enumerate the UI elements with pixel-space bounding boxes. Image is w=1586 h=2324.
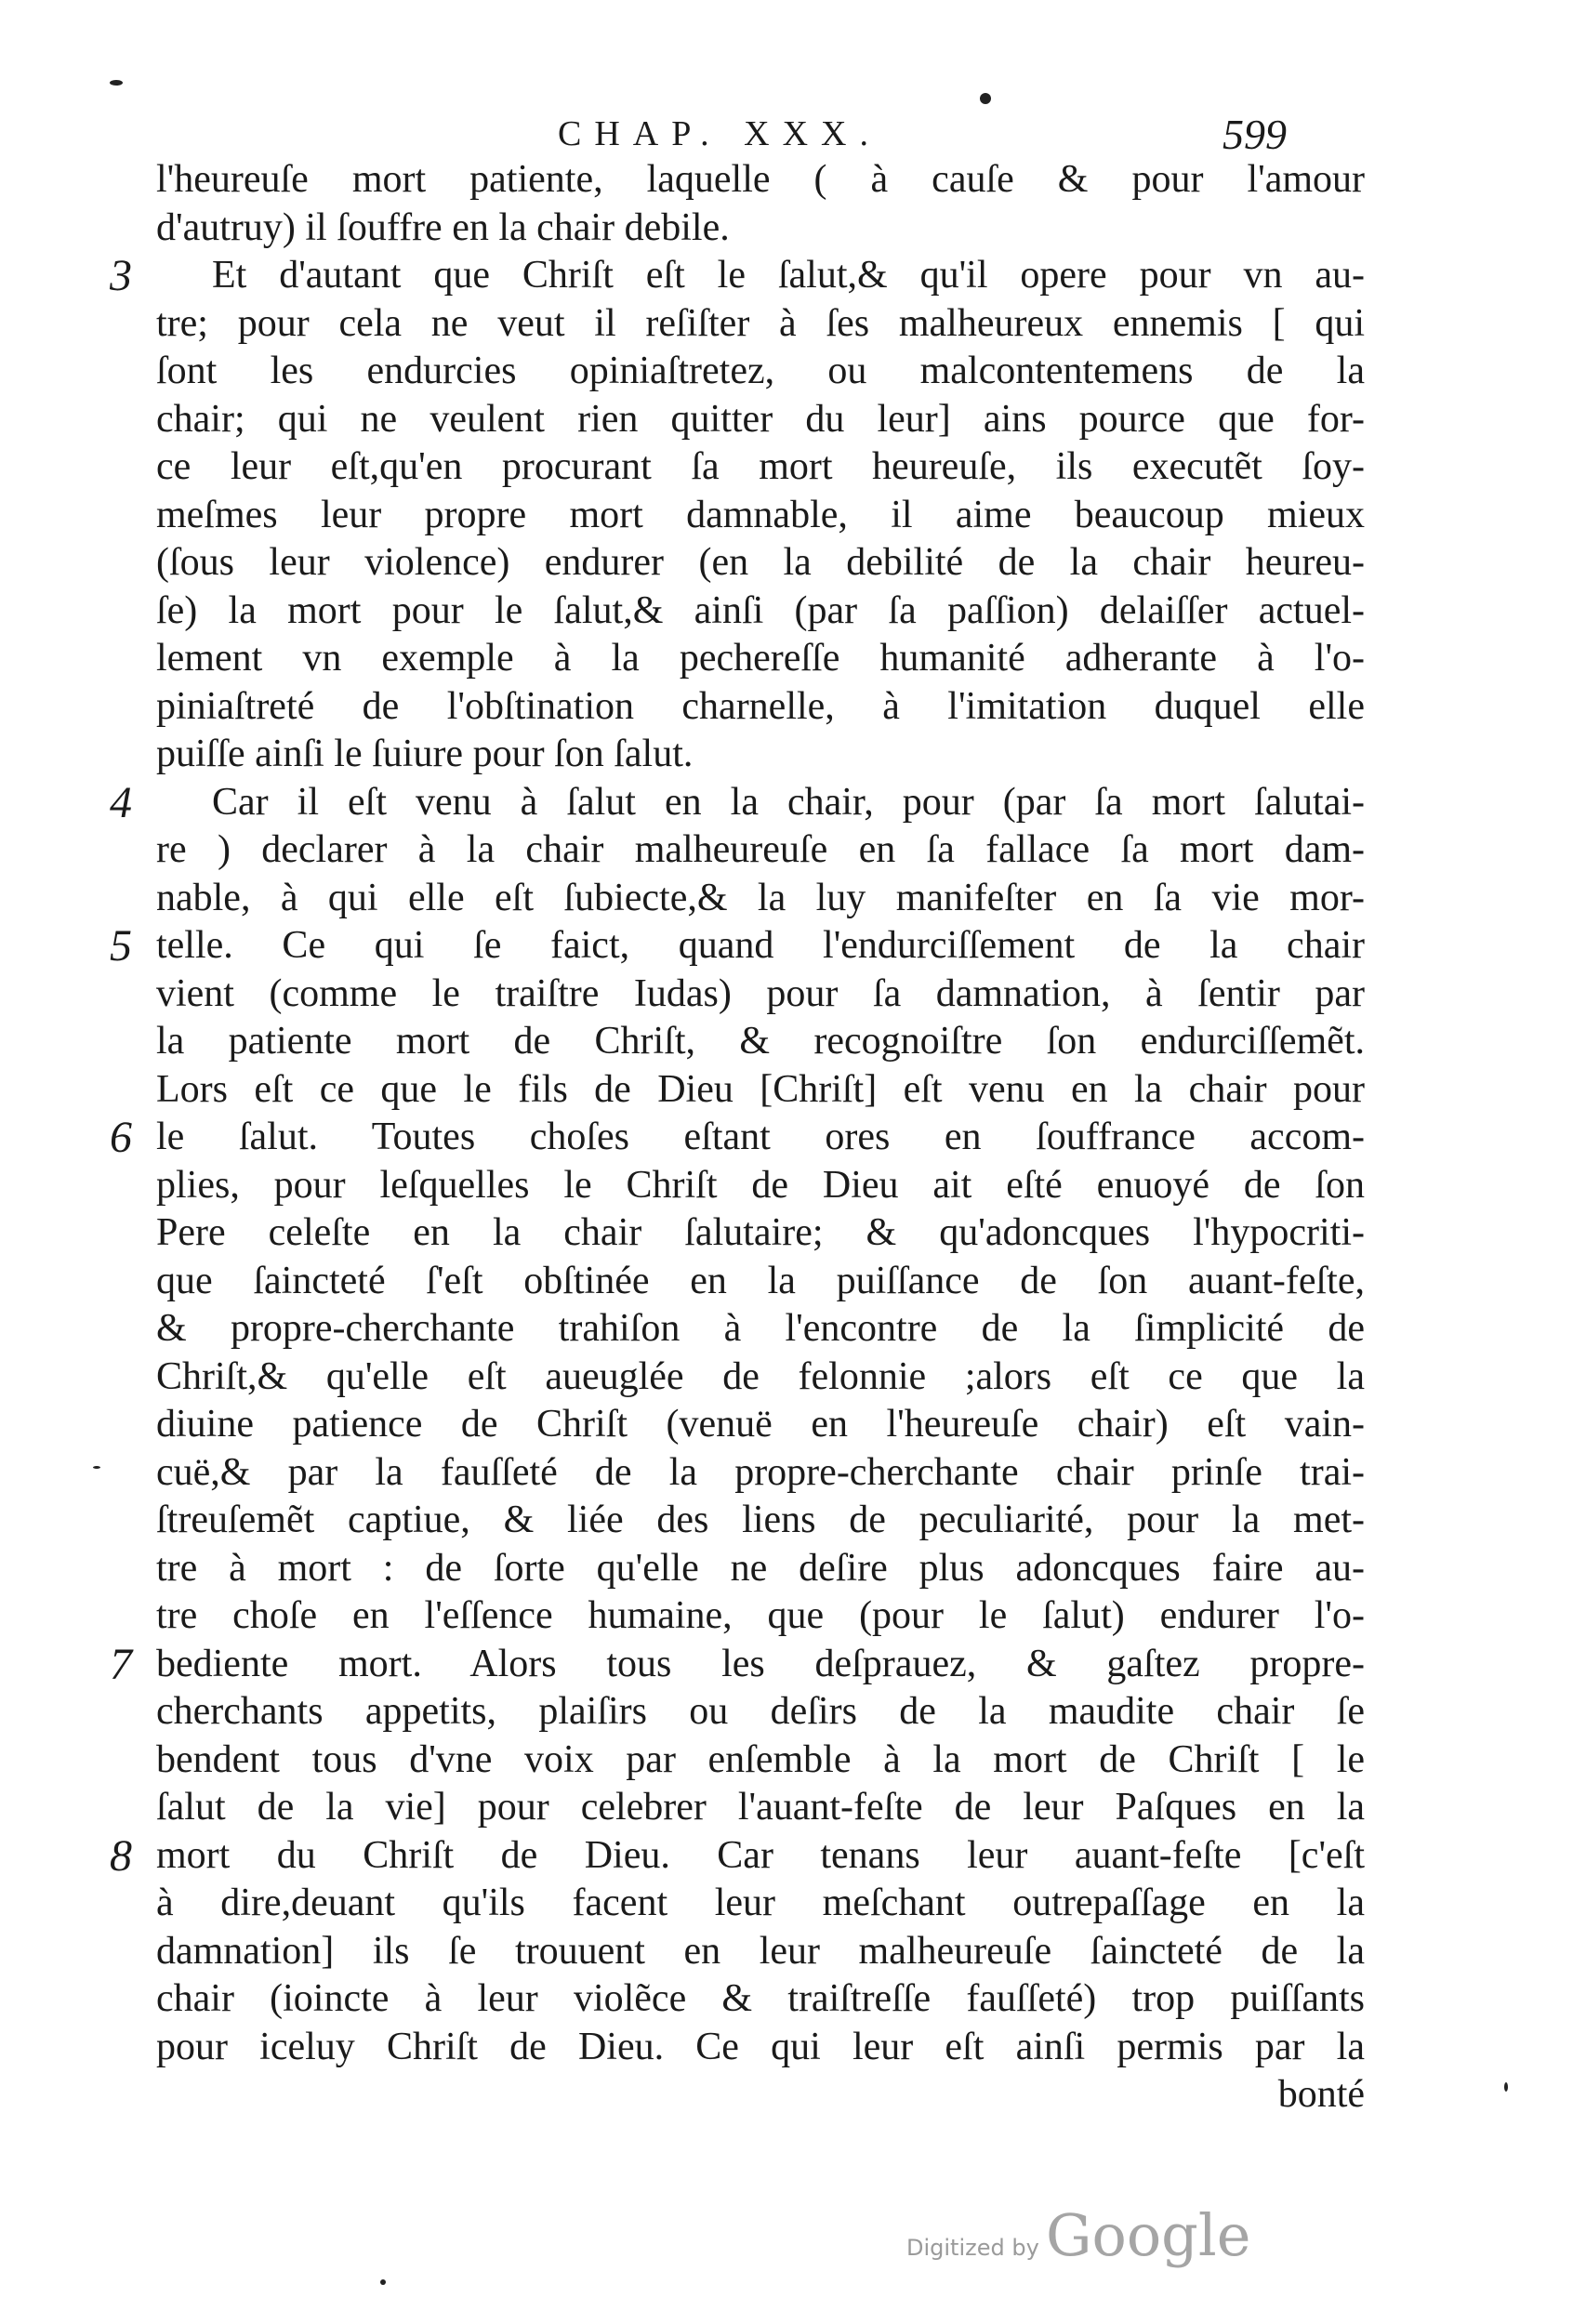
line-text: Lors eſt ce que le fils de Dieu [Chriſt] eſt venu en la chair pour [156, 1067, 1365, 1111]
line-text: tre choſe en l'eſſence humaine, que (pour le ſalut) endurer l'o- [156, 1594, 1365, 1637]
line-text: pour iceluy Chriſt de Dieu. Ce qui leur eſt ainſi permis par la [156, 2025, 1365, 2068]
line-text: cherchants appetits, plaiſirs ou deſirs de la maudite chair ſe [156, 1690, 1365, 1733]
page-header [0, 104, 1586, 160]
line-text: ſtreuſemẽt captiue, & liée des liens de peculiarité, pour la met- [156, 1499, 1365, 1541]
stamp-prefix: Digitized by [906, 2235, 1039, 2261]
text-line [156, 588, 1365, 636]
line-text: à dire,deuant qu'ils facent leur meſchant outrepaſſage en la [156, 1882, 1365, 1924]
catchword [156, 2071, 1365, 2119]
line-text: bendent tous d'vne voix par enſemble à la mort de Chriſt [ le [156, 1737, 1365, 1781]
page-number: 599 [1223, 111, 1287, 158]
line-text: que ſaincteté ſ'eſt obſtinée en la puiſſance de ſon auant-feſte, [156, 1259, 1365, 1302]
line-text: mort du Chriſt de Dieu. Car tenans leur auant-feſte [c'eſt [156, 1833, 1365, 1877]
text-line [156, 539, 1365, 588]
line-text: nable, à qui elle eſt ſubiecte,& la luy manifeſter en ſa vie mor- [156, 876, 1365, 919]
line-text: bediente mort. Alors tous les deſprauez, & gaſtez propre- [156, 1642, 1365, 1685]
text-line [156, 1784, 1365, 1832]
text-line [156, 1975, 1365, 2024]
text-line [110, 1830, 1365, 1881]
text-line [156, 1018, 1365, 1066]
text-line [110, 1639, 1365, 1689]
line-text: l'heureuſe mort patiente, laquelle ( à cauſe & pour l'amour [156, 158, 1365, 201]
line-text: tre à mort : de ſorte qu'elle ne deſire plus adoncques faire au- [156, 1546, 1365, 1590]
text-line [110, 251, 1365, 300]
text-line [156, 1545, 1365, 1593]
line-text: & propre-cherchante trahiſon à l'encontre de la ſimplicité de [156, 1307, 1365, 1350]
verse-number: 7 [110, 1639, 132, 1689]
line-text: re ) declarer à la chair malheureuſe en ſa fallace ſa mort dam- [156, 828, 1365, 871]
verse-number: 8 [110, 1830, 132, 1881]
text-line [156, 300, 1365, 349]
text-line [156, 1449, 1365, 1498]
line-text: damnation] ils ſe trouuent en leur malheureuſe ſaincteté de la [156, 1929, 1365, 1973]
line-text: ſalut de la vie] pour celebrer l'auant-feſte de leur Paſques en la [156, 1786, 1365, 1829]
text-line [156, 683, 1365, 732]
line-text: cuë,& par la fauſſeté de la propre-cherchante chair prinſe trai- [156, 1450, 1365, 1494]
verse-number: 6 [110, 1113, 132, 1162]
line-text: Pere celeſte en la chair ſalutaire; & qu'adoncques l'hypocriti- [156, 1211, 1365, 1254]
line-text: Chriſt,& qu'elle eſt aueuglée de felonnie ;alors eſt ce que la [156, 1354, 1365, 1398]
ink-speck [1504, 2082, 1508, 2092]
verse-number: 4 [110, 777, 132, 827]
line-text: diuine patience de Chriſt (venuë en l'heureuſe chair) eſt vain- [156, 1403, 1365, 1446]
line-text: d'autruy) il ſouffre en la chair debile. [156, 205, 730, 249]
text-line [156, 971, 1365, 1019]
body-text [110, 156, 1365, 2119]
line-text: piniaſtreté de l'obſtination charnelle, à l'imitation duquel elle [156, 684, 1365, 728]
verse-number: 3 [110, 251, 132, 300]
verse-number: 5 [110, 921, 132, 971]
ink-speck [380, 2279, 386, 2285]
text-line [156, 492, 1365, 540]
stamp-brand: Google [1046, 2201, 1251, 2269]
text-line [156, 826, 1365, 875]
text-line [156, 1736, 1365, 1785]
line-text: lement vn exemple à la pechereſſe humanité adherante à l'o- [156, 637, 1365, 680]
line-text: le ſalut. Toutes choſes eſtant ores en ſouffrance accom- [156, 1116, 1365, 1158]
text-line [156, 1880, 1365, 1928]
ink-speck [93, 1466, 100, 1469]
line-text: Car il eſt venu à ſalut en la chair, pour (par ſa mort ſalutai- [212, 780, 1365, 824]
line-text: chair; qui ne veulent rien quitter du leur] ains pource que for- [156, 397, 1365, 441]
line-text: plies, pour leſquelles le Chriſt de Dieu ait eſté enuoyé de ſon [156, 1163, 1365, 1207]
text-line [156, 156, 1365, 205]
text-line [110, 1113, 1365, 1162]
running-title: CHAP. XXX. [558, 114, 881, 153]
text-line [156, 1353, 1365, 1402]
ink-speck [980, 93, 991, 104]
text-line [156, 1928, 1365, 1976]
text-line [156, 1305, 1365, 1353]
text-line [156, 1497, 1365, 1545]
line-text: la patiente mort de Chriſt, & recognoiſtre ſon endurciſſemẽt. [156, 1020, 1365, 1063]
text-line [156, 1209, 1365, 1258]
text-line [156, 443, 1365, 492]
line-text: puiſſe ainſi le ſuiure pour ſon ſalut. [156, 733, 694, 775]
ink-speck [110, 80, 123, 86]
text-line [156, 1066, 1365, 1115]
line-text: telle. Ce qui ſe faict, quand l'endurciſſement de la chair [156, 924, 1365, 967]
line-text: ſont les endurcies opiniaſtretez, ou malcontentemens de la [156, 350, 1365, 392]
text-line [110, 921, 1365, 971]
text-line [156, 348, 1365, 396]
text-line [156, 875, 1365, 923]
line-text: tre; pour cela ne veut il reſiſter à ſes malheureux ennemis [ qui [156, 301, 1365, 345]
line-text: ſe) la mort pour le ſalut,& ainſi (par ſa paſſion) delaiſſer actuel- [156, 588, 1365, 632]
line-text: chair (ioincte à leur violẽce & traiſtreſſe fauſſeté) trop puiſſants [156, 1977, 1365, 2020]
line-text: ce leur eſt,qu'en procurant ſa mort heureuſe, ils executẽt ſoy- [156, 445, 1365, 488]
text-line [156, 1688, 1365, 1736]
line-text: Et d'autant que Chriſt eſt le ſalut,& qu'il opere pour vn au- [212, 254, 1365, 297]
text-line [156, 731, 1365, 779]
digitized-stamp [906, 2201, 1251, 2276]
text-line [156, 1258, 1365, 1306]
text-line [156, 1162, 1365, 1210]
text-line [156, 635, 1365, 683]
text-line [156, 396, 1365, 444]
text-line [110, 777, 1365, 827]
text-line [156, 1592, 1365, 1641]
text-line [156, 205, 1365, 253]
text-line [156, 2024, 1365, 2072]
catchword-text: bonté [1277, 2073, 1365, 2116]
line-text: (ſous leur violence) endurer (en la debilité de la chair heureu- [156, 541, 1365, 584]
text-line [156, 1401, 1365, 1449]
line-text: vient (comme le traiſtre Iudas) pour ſa damnation, à ſentir par [156, 971, 1365, 1015]
line-text: meſmes leur propre mort damnable, il aime beaucoup mieux [156, 493, 1365, 536]
